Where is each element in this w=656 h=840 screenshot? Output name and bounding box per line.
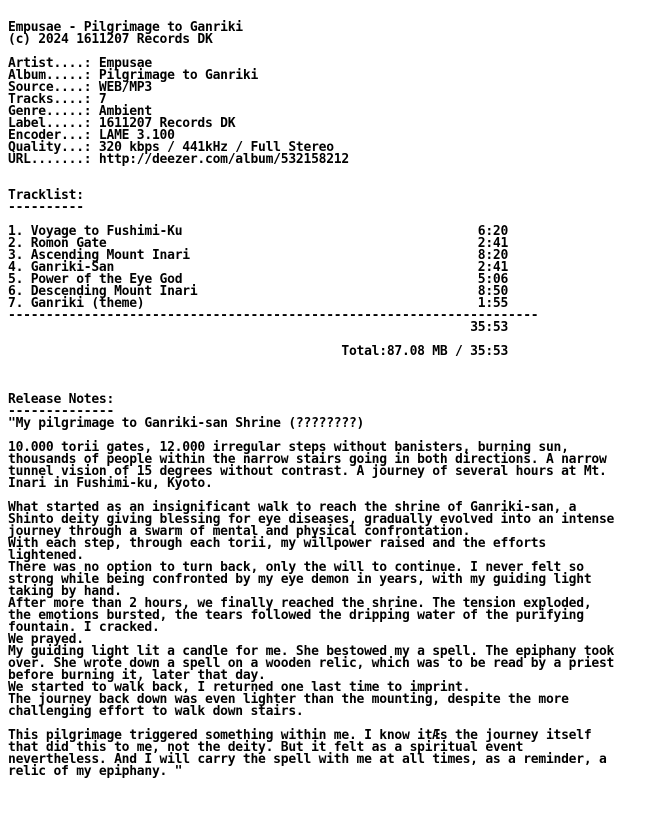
- info-key: Artist....:: [8, 56, 92, 71]
- track-title: Ascending Mount Inari: [30, 248, 190, 263]
- release-notes-line: strong while being confronted by my eye demon in years, with my guiding light: [8, 572, 592, 587]
- release-notes-line: relic of my epiphany. ": [8, 764, 183, 779]
- track-duration: 1:55: [477, 296, 509, 311]
- tracklist-underline: ----------: [8, 200, 84, 215]
- release-notes-underline: --------------: [8, 404, 115, 419]
- total-size: Total:87.08 MB / 35:53: [341, 344, 509, 359]
- info-value: 7: [98, 92, 107, 107]
- info-key: URL.......:: [8, 152, 92, 167]
- release-notes-line: journey through a swarm of mental and physical confrontation.: [8, 524, 471, 539]
- info-key: Genre.....:: [8, 104, 92, 119]
- track-number: 7.: [8, 296, 24, 311]
- tracklist-heading: Tracklist:: [8, 188, 84, 203]
- track-number: 1.: [8, 224, 24, 239]
- release-notes-line: With each step, through each torii, my willpower raised and the efforts: [8, 536, 546, 551]
- info-key: Quality...:: [8, 140, 92, 155]
- info-value: Empusae: [98, 56, 152, 71]
- track-number: 5.: [8, 272, 24, 287]
- info-key: Tracks....:: [8, 92, 92, 107]
- track-number: 4.: [8, 260, 24, 275]
- release-notes-line: There was no option to turn back, only the will to continue. I never felt so: [8, 560, 584, 575]
- release-notes-line: tunnel vision of 15 degrees without contrast. A journey of several hours at Mt.: [8, 464, 607, 479]
- info-value: WEB/MP3: [98, 80, 152, 95]
- release-notes-line: This pilgrimage triggered something within me. I know itÆs the journey itself: [8, 728, 592, 743]
- info-value: 320 kbps / 441kHz / Full Stereo: [98, 140, 334, 155]
- release-notes-line: nevertheless. And I will carry the spell with me at all times, as a reminder, a: [8, 752, 607, 767]
- total-size-row: [8, 346, 656, 358]
- track-duration: 5:06: [477, 272, 509, 287]
- blank-line: [8, 358, 656, 370]
- info-key: Album.....:: [8, 68, 92, 83]
- track-number: 3.: [8, 248, 24, 263]
- track-title: Voyage to Fushimi-Ku: [30, 224, 183, 239]
- tracklist-separator: ----------------------------------------------------------------------: [8, 308, 539, 323]
- info-value: 1611207 Records DK: [98, 116, 236, 131]
- release-notes-line: We prayed.: [8, 632, 84, 647]
- copyright-line: (c) 2024 1611207 Records DK: [8, 32, 213, 47]
- track-title: Descending Mount Inari: [30, 284, 198, 299]
- info-row: [8, 154, 656, 166]
- release-notes-line: challenging effort to walk down stairs.: [8, 704, 304, 719]
- release-notes-line: over. She wrote down a spell on a wooden relic, which was to be read by a priest: [8, 656, 615, 671]
- track-title: Power of the Eye God: [30, 272, 183, 287]
- release-notes-line: lightened.: [8, 548, 84, 563]
- track-duration: 2:41: [477, 236, 509, 251]
- release-notes-line: thousands of people within the narrow stairs going in both directions. A narrow: [8, 452, 607, 467]
- total-time: 35:53: [470, 320, 509, 335]
- track-duration: 8:20: [477, 248, 509, 263]
- release-notes-line: The journey back down was even lighter than the mounting, despite the more: [8, 692, 569, 707]
- track-duration: 8:50: [477, 284, 509, 299]
- blank-line: [8, 166, 656, 178]
- track-number: 2.: [8, 236, 24, 251]
- release-notes-line: Inari in Fushimi-ku, Kyoto.: [8, 476, 213, 491]
- blank-line: [8, 370, 656, 382]
- track-duration: 6:20: [477, 224, 509, 239]
- release-notes-line: before burning it, later that day.: [8, 668, 266, 683]
- info-key: Label.....:: [8, 116, 92, 131]
- info-value: http://deezer.com/album/532158212: [98, 152, 349, 167]
- release-notes-line: 10.000 torii gates, 12.000 irregular steps without banisters, burning sun,: [8, 440, 569, 455]
- track-title: Romon Gate: [30, 236, 107, 251]
- track-number: 6.: [8, 284, 24, 299]
- release-notes-line: fountain. I cracked.: [8, 620, 160, 635]
- release-notes-line: that did this to me, not the deity. But it felt as a spiritual event: [8, 740, 524, 755]
- release-notes-heading: Release Notes:: [8, 392, 115, 407]
- release-notes-line: "My pilgrimage to Ganriki-san Shrine (????????): [8, 416, 365, 431]
- release-notes-line: the emotions bursted, the tears followed the dripping water of the purifying: [8, 608, 584, 623]
- release-notes-line: My guiding light lit a candle for me. She bestowed my a spell. The epiphany took: [8, 644, 615, 659]
- track-title: Ganriki-San: [30, 260, 115, 275]
- info-key: Source....:: [8, 80, 92, 95]
- track-title: Ganriki (theme): [30, 296, 145, 311]
- info-value: Pilgrimage to Ganriki: [98, 68, 259, 83]
- track-duration: 2:41: [477, 260, 509, 275]
- release-notes-line: taking by hand.: [8, 584, 122, 599]
- release-notes-line: After more than 2 hours, we finally reached the shrine. The tension exploded,: [8, 596, 592, 611]
- blank-line: [8, 178, 656, 190]
- info-key: Encoder...:: [8, 128, 92, 143]
- total-time-row: [8, 322, 656, 334]
- release-notes-line: Shinto deity giving blessing for eye diseases, gradually evolved into an intense: [8, 512, 615, 527]
- release-notes-line: What started as an insignificant walk to reach the shrine of Ganriki-san, a: [8, 500, 577, 515]
- release-title: Empusae - Pilgrimage to Ganriki: [8, 20, 243, 35]
- info-value: LAME 3.100: [98, 128, 175, 143]
- info-value: Ambient: [98, 104, 152, 119]
- release-notes-line: We started to walk back, I returned one last time to imprint.: [8, 680, 471, 695]
